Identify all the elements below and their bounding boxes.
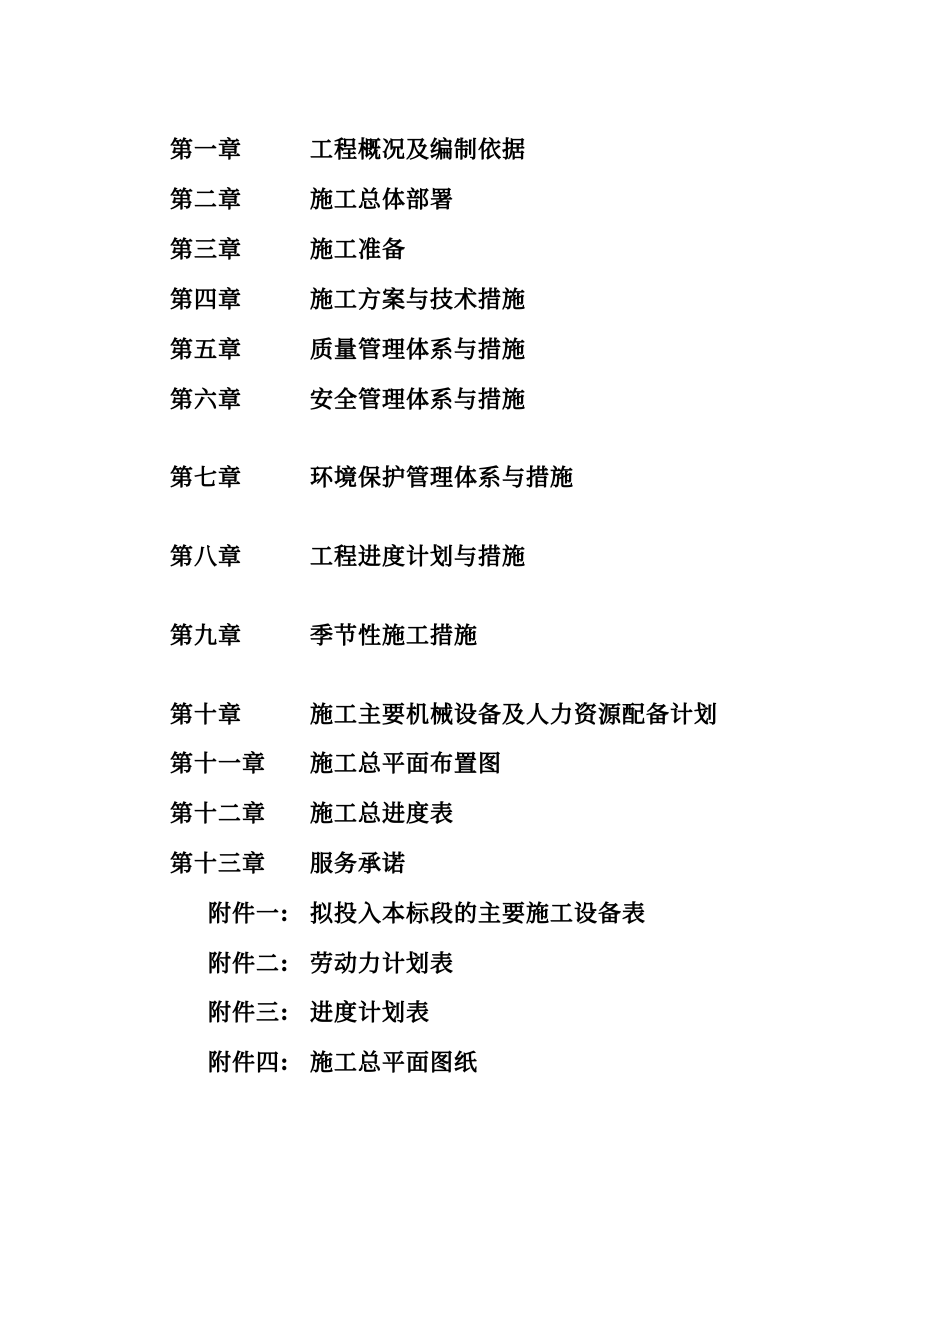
annex-title: 施工总平面图纸 bbox=[310, 1049, 478, 1076]
chapter-label: 第三章 bbox=[170, 236, 242, 263]
chapter-label: 第九章 bbox=[170, 622, 242, 649]
annex-title: 劳动力计划表 bbox=[310, 950, 454, 977]
annex-label: 附件二: bbox=[208, 950, 290, 977]
annex-label: 附件四: bbox=[208, 1049, 290, 1076]
chapter-label: 第一章 bbox=[170, 136, 242, 163]
chapter-title: 环境保护管理体系与措施 bbox=[310, 464, 574, 491]
chapter-label: 第十一章 bbox=[170, 750, 266, 777]
annex-title: 进度计划表 bbox=[310, 999, 430, 1026]
chapter-title: 质量管理体系与措施 bbox=[310, 336, 526, 363]
chapter-label: 第八章 bbox=[170, 543, 242, 570]
chapter-title: 施工方案与技术措施 bbox=[310, 286, 526, 313]
chapter-title: 服务承诺 bbox=[310, 850, 406, 877]
chapter-label: 第十二章 bbox=[170, 800, 266, 827]
chapter-title: 工程概况及编制依据 bbox=[310, 136, 526, 163]
chapter-label: 第十三章 bbox=[170, 850, 266, 877]
chapter-title: 施工主要机械设备及人力资源配备计划 bbox=[310, 701, 718, 728]
chapter-title: 季节性施工措施 bbox=[310, 622, 478, 649]
chapter-label: 第六章 bbox=[170, 386, 242, 413]
annex-title: 拟投入本标段的主要施工设备表 bbox=[310, 900, 646, 927]
chapter-title: 施工准备 bbox=[310, 236, 406, 263]
annex-label: 附件三: bbox=[208, 999, 290, 1026]
chapter-label: 第二章 bbox=[170, 186, 242, 213]
chapter-label: 第七章 bbox=[170, 464, 242, 491]
chapter-label: 第五章 bbox=[170, 336, 242, 363]
annex-label: 附件一: bbox=[208, 900, 290, 927]
chapter-title: 安全管理体系与措施 bbox=[310, 386, 526, 413]
chapter-label: 第十章 bbox=[170, 701, 242, 728]
chapter-title: 施工总进度表 bbox=[310, 800, 454, 827]
chapter-title: 施工总平面布置图 bbox=[310, 750, 502, 777]
chapter-title: 施工总体部署 bbox=[310, 186, 454, 213]
chapter-title: 工程进度计划与措施 bbox=[310, 543, 526, 570]
chapter-label: 第四章 bbox=[170, 286, 242, 313]
